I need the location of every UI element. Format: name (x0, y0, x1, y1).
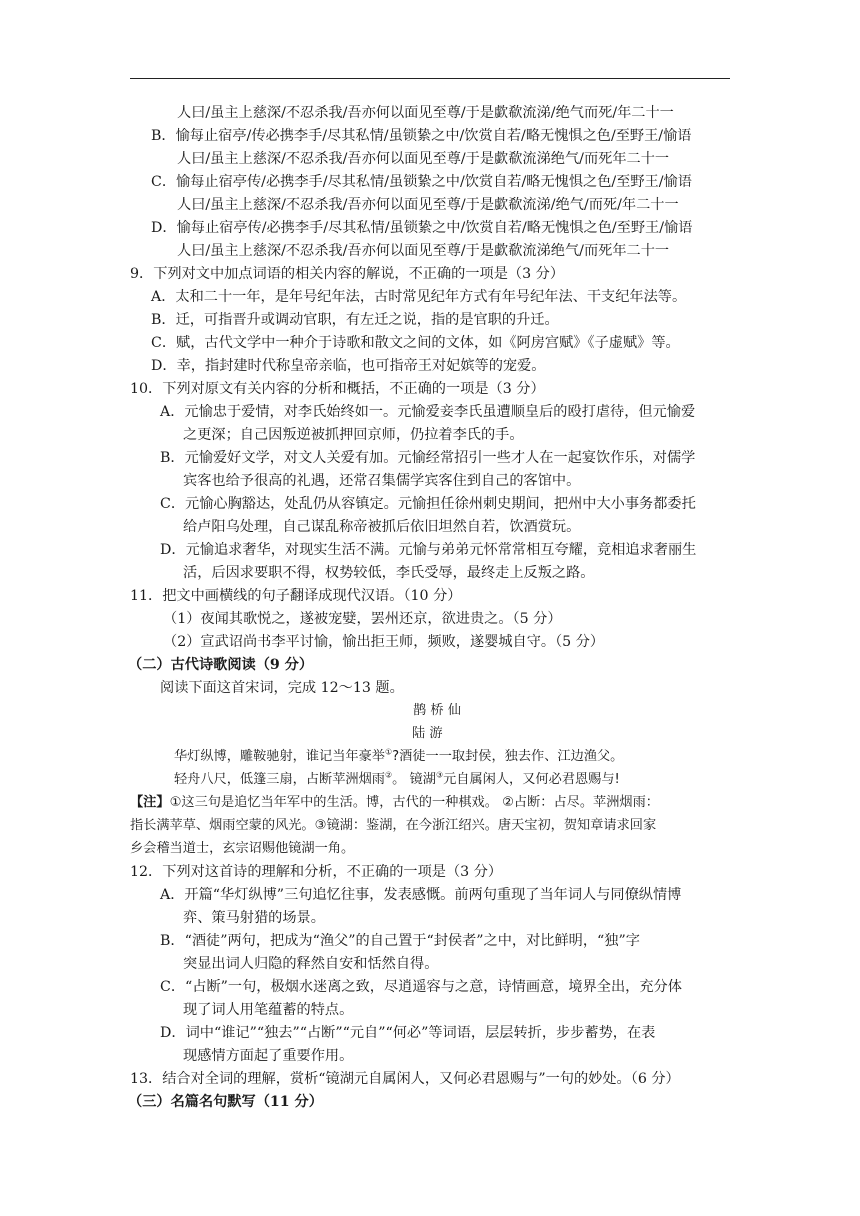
note-line-1 (130, 792, 659, 814)
q8-option-d: D．愉每止宿亭传/必携李手/尽其私情/虽锁絷之中/饮赏自若/略无愧惧之色/至野王/愉语 (151, 220, 693, 236)
q13-stem: 13．结合对全词的理解，赏析“镜湖元自属闲人，又何必君恩赐与”一句的妙处。（6 分） (130, 1071, 680, 1087)
q11-sentence-2: （2）宣武诏尚书李平讨愉，愉出拒王师，频败，遂婴城自守。（5 分） (163, 634, 605, 650)
q11-sentence-1: （1）夜闻其歌悦之，遂被宠嬖，罢州还京，欲进贵之。（5 分） (163, 611, 562, 627)
q8-option-c-continuation: 人曰/虽主上慈深/不忍杀我/吾亦何以面见至尊/于是歔欷流涕/绝气/而死/年二十一 (177, 197, 679, 213)
q11-stem: 11．把文中画横线的句子翻译成现代汉语。（10 分） (130, 588, 462, 604)
q10-option-a-continuation: 之更深；自己因叛逆被抓押回京师，仍拉着李氏的手。 (183, 427, 524, 443)
poem-author: 陆 游 (412, 726, 443, 741)
q8-option-b: B．愉每止宿亭/传必携李手/尽其私情/虽锁絷之中/饮赏自若/略无愧惧之色/至野王/愉语 (151, 128, 692, 144)
note-line-3: 乡会稽当道士，玄宗诏赐他镜湖一角。 (130, 841, 355, 856)
footnote-mark-2: ② (385, 770, 393, 780)
q10-option-b: B．元愉爱好文学，对文人关爱有加。元愉经常招引一些才人在一起宴饮作乐，对儒学 (160, 450, 696, 466)
section-2-heading: （二）古代诗歌阅读（9 分） (128, 657, 314, 673)
q12-option-b-continuation: 突显出词人归隐的释然自安和恬然自得。 (183, 956, 439, 972)
footnote-mark-3: ③ (435, 770, 444, 780)
q8-option-c: C．愉每止宿亭传/必携李手/尽其私情/虽锁絷之中/饮赏自若/略无愧惧之色/至野王/愉语 (151, 174, 692, 190)
q8-option-b-continuation: 人曰/虽主上慈深/不忍杀我/吾亦何以面见至尊/于是歔欷流涕绝气/而死年二十一 (177, 151, 670, 167)
poem-line-1-part-b: ?酒徒一一取封侯，独去作、江边渔父。 (392, 749, 624, 764)
q12-option-a-continuation: 弈、策马射猎的场景。 (183, 910, 325, 926)
q12-option-d: D．词中“谁记”“独去”“占断”“元自”“何必”等词语，层层转折，步步蓄势，在表 (160, 1025, 656, 1041)
q10-option-d: D．元愉追求奢华，对现实生活不满。元愉与弟弟元怀常常相互夸耀，竞相追求奢丽生 (160, 542, 697, 558)
q10-option-c-continuation: 给卢阳乌处理，自己谋乱称帝被抓后依旧坦然自若，饮酒赏玩。 (183, 519, 581, 535)
q10-option-a: A．元愉忠于爱情，对李氏始终如一。元愉爱妾李氏虽遭顺皇后的殴打虐待，但元愉爱 (160, 404, 696, 420)
q10-option-d-continuation: 活，后因求要职不得，权势较低，李氏受辱，最终走上反叛之路。 (183, 565, 595, 581)
q9-option-a: A．太和二十一年，是年号纪年法，古时常见纪年方式有年号纪年法、干支纪年法等。 (151, 289, 687, 305)
poem-line-2 (174, 769, 620, 791)
note-label: 【注】 (130, 795, 170, 810)
q8-option-a-continuation: 人曰/虽主上慈深/不忍杀我/吾亦何以面见至尊/于是歔欷流涕/绝气而死/年二十一 (177, 105, 674, 121)
q8-option-d-continuation: 人曰/虽主上慈深/不忍杀我/吾亦何以面见至尊/于是歔欷流涕绝气/而死年二十一 (177, 243, 670, 259)
section-2-instruction: 阅读下面这首宋词，完成 12～13 题。 (160, 680, 404, 696)
note-line-2: 指长满苹草、烟雨空蒙的风光。③镜湖：鉴湖，在今浙江绍兴。唐天宝初，贺知章请求回家 (130, 818, 657, 833)
poem-line-1-part-a: 华灯纵博，雕鞍驰射，谁记当年豪举 (174, 749, 385, 764)
q12-option-d-continuation: 现感情方面起了重要作用。 (183, 1048, 354, 1064)
q10-option-b-continuation: 宾客也给予很高的礼遇，还常召集儒学宾客住到自己的客馆中。 (183, 473, 581, 489)
footnote-mark-1: ① (385, 747, 393, 757)
note-line-1-text: ①这三句是追忆当年军中的生活。博，古代的一种棋戏。 ②占断：占尽。苹洲烟雨： (169, 795, 659, 810)
poem-line-2-part-b: 。 镜湖 (392, 772, 436, 787)
q9-stem: 9．下列对文中加点词语的相关内容的解说，不正确的一项是（3 分） (130, 266, 565, 282)
q10-stem: 10．下列对原文有关内容的分析和概括，不正确的一项是（3 分） (130, 381, 545, 397)
poem-line-2-part-a: 轻舟八尺，低篷三扇，占断苹洲烟雨 (174, 772, 385, 787)
q12-stem: 12．下列对这首诗的理解和分析，不正确的一项是（3 分） (130, 864, 503, 880)
poem-line-1 (174, 746, 623, 768)
q12-option-c-continuation: 现了词人用笔蕴蓄的特点。 (183, 1002, 354, 1018)
q12-option-b: B．“酒徒”两句，把成为“渔父”的自己置于“封侯者”之中，对比鲜明，“独”字 (160, 933, 640, 949)
q9-option-d: D．幸，指封建时代称皇帝亲临，也可指帝王对妃嫔等的宠爱。 (151, 358, 546, 374)
q9-option-b: B．迁，可指晋升或调动官职，有左迁之说，指的是官职的升迁。 (151, 312, 559, 328)
q9-option-c: C．赋，古代文学中一种介于诗歌和散文之间的文体，如《阿房宫赋》《子虚赋》等。 (151, 335, 680, 351)
poem-line-2-part-c: 元自属闲人，又何必君恩赐与! (443, 772, 620, 787)
header-rule (130, 78, 730, 79)
section-3-heading: （三）名篇名句默写（11 分） (128, 1094, 323, 1110)
poem-title: 鹊 桥 仙 (413, 703, 461, 718)
q12-option-a: A．开篇“华灯纵博”三句追忆往事，发表感慨。前两句重现了当年词人与同僚纵情博 (160, 887, 682, 903)
q10-option-c: C．元愉心胸豁达，处乱仍从容镇定。元愉担任徐州刺史期间，把州中大小事务都委托 (160, 496, 696, 512)
q12-option-c: C．“占断”一句，极烟水迷离之致，尽逍遥容与之意，诗情画意，境界全出，充分体 (160, 979, 682, 995)
